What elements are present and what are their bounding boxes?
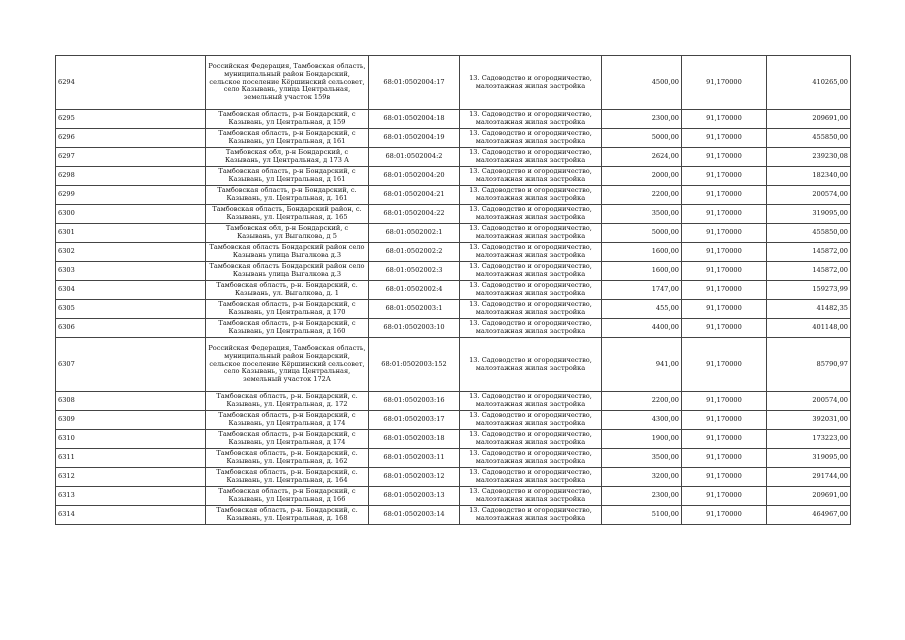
table-row [56,487,851,506]
address-cell: Тамбовская область, р-н Бондарский, с Казывань, ул Центральная, д 161 [206,129,369,148]
address-cell: Тамбовская область Бондарский район село Казывань улица Выгалкова д.3 [206,243,369,262]
row-number-cell: 6313 [56,487,206,506]
specific-value-cell: 91,170000 [682,487,767,506]
specific-value-cell: 91,170000 [682,338,767,392]
cadastral-number-cell: 68:01:0502002:3 [369,262,460,281]
cadastral-value-cell: 173223,00 [767,430,851,449]
cadastral-value-cell: 291744,00 [767,468,851,487]
specific-value-cell: 91,170000 [682,186,767,205]
land-use-type-cell: 13. Садоводство и огородничество, малоэтажная жилая застройка [460,56,602,110]
table-row [56,243,851,262]
table-row [56,411,851,430]
address-cell: Тамбовская область, р-н Бондарский, с Казывань, ул Центральная, д 174 [206,430,369,449]
area-value-cell: 1747,00 [602,281,682,300]
table-row [56,148,851,167]
specific-value-cell: 91,170000 [682,411,767,430]
row-number-cell: 6305 [56,300,206,319]
cadastral-value-cell: 239230,08 [767,148,851,167]
land-use-type-cell: 13. Садоводство и огородничество, малоэтажная жилая застройка [460,468,602,487]
area-value-cell: 2300,00 [602,487,682,506]
address-cell: Российская Федерация, Тамбовская область, муниципальный район Бондарский, сельское поселение Кёршинский сельсовет, село Казывань, улица Центральная, земельный участок 159в [206,56,369,110]
specific-value-cell: 91,170000 [682,319,767,338]
cadastral-number-cell: 68:01:0502003:11 [369,449,460,468]
table-row [56,56,851,110]
row-number-cell: 6297 [56,148,206,167]
row-number-cell: 6301 [56,224,206,243]
cadastral-value-cell: 319095,00 [767,205,851,224]
table-row [56,468,851,487]
area-value-cell: 2300,00 [602,110,682,129]
area-value-cell: 2200,00 [602,186,682,205]
cadastral-number-cell: 68:01:0502004:22 [369,205,460,224]
land-use-type-cell: 13. Садоводство и огородничество, малоэтажная жилая застройка [460,186,602,205]
cadastral-value-cell: 41482,35 [767,300,851,319]
row-number-cell: 6304 [56,281,206,300]
cadastral-value-cell: 145872,00 [767,243,851,262]
land-use-type-cell: 13. Садоводство и огородничество, малоэтажная жилая застройка [460,411,602,430]
land-use-type-cell: 13. Садоводство и огородничество, малоэтажная жилая застройка [460,487,602,506]
table-row [56,205,851,224]
land-use-type-cell: 13. Садоводство и огородничество, малоэтажная жилая застройка [460,129,602,148]
land-use-type-cell: 13. Садоводство и огородничество, малоэтажная жилая застройка [460,506,602,525]
land-use-type-cell: 13. Садоводство и огородничество, малоэтажная жилая застройка [460,243,602,262]
row-number-cell: 6299 [56,186,206,205]
table-row [56,449,851,468]
table-row [56,300,851,319]
area-value-cell: 3500,00 [602,449,682,468]
area-value-cell: 1600,00 [602,243,682,262]
cadastral-value-cell: 200574,00 [767,392,851,411]
specific-value-cell: 91,170000 [682,56,767,110]
row-number-cell: 6307 [56,338,206,392]
cadastral-value-cell: 410265,00 [767,56,851,110]
land-use-type-cell: 13. Садоводство и огородничество, малоэтажная жилая застройка [460,148,602,167]
table-body [56,56,851,525]
land-use-type-cell: 13. Садоводство и огородничество, малоэтажная жилая застройка [460,338,602,392]
area-value-cell: 5100,00 [602,506,682,525]
row-number-cell: 6311 [56,449,206,468]
address-cell: Тамбовская область, р-н Бондарский, с Казывань, ул Центральная, д 170 [206,300,369,319]
table-row [56,224,851,243]
address-cell: Тамбовская область, р-н. Бондарский, с. Казывань, ул. Центральная, д. 168 [206,506,369,525]
land-use-type-cell: 13. Садоводство и огородничество, малоэтажная жилая застройка [460,205,602,224]
cadastral-value-cell: 392031,00 [767,411,851,430]
area-value-cell: 4300,00 [602,411,682,430]
table-row [56,129,851,148]
cadastral-value-cell: 464967,00 [767,506,851,525]
specific-value-cell: 91,170000 [682,506,767,525]
cadastral-number-cell: 68:01:0502002:2 [369,243,460,262]
land-use-type-cell: 13. Садоводство и огородничество, малоэтажная жилая застройка [460,430,602,449]
address-cell: Тамбовская область, р-н Бондарский, с Казывань, ул Центральная, д 174 [206,411,369,430]
specific-value-cell: 91,170000 [682,243,767,262]
area-value-cell: 455,00 [602,300,682,319]
land-use-type-cell: 13. Садоводство и огородничество, малоэтажная жилая застройка [460,392,602,411]
address-cell: Тамбовская область, р-н. Бондарский, с. Казывань, ул. Центральная, д. 172 [206,392,369,411]
cadastral-number-cell: 68:01:0502003:16 [369,392,460,411]
row-number-cell: 6314 [56,506,206,525]
row-number-cell: 6294 [56,56,206,110]
specific-value-cell: 91,170000 [682,468,767,487]
row-number-cell: 6298 [56,167,206,186]
area-value-cell: 5000,00 [602,224,682,243]
address-cell: Тамбовская область, р-н Бондарский, с Казывань, ул Центральная, д 159 [206,110,369,129]
address-cell: Тамбовская область, р-н Бондарский, с Казывань, ул Центральная, д 160 [206,319,369,338]
cadastral-value-cell: 401148,00 [767,319,851,338]
row-number-cell: 6308 [56,392,206,411]
cadastral-value-cell: 200574,00 [767,186,851,205]
land-use-type-cell: 13. Садоводство и огородничество, малоэтажная жилая застройка [460,224,602,243]
cadastral-number-cell: 68:01:0502004:19 [369,129,460,148]
specific-value-cell: 91,170000 [682,449,767,468]
area-value-cell: 1600,00 [602,262,682,281]
table-row [56,338,851,392]
table-row [56,186,851,205]
specific-value-cell: 91,170000 [682,148,767,167]
land-use-type-cell: 13. Садоводство и огородничество, малоэтажная жилая застройка [460,262,602,281]
address-cell: Тамбовская обл, р-н Бондарский, с Казывань, ул Выгалкова, д 5 [206,224,369,243]
table-row [56,167,851,186]
cadastral-number-cell: 68:01:0502003:17 [369,411,460,430]
row-number-cell: 6312 [56,468,206,487]
row-number-cell: 6302 [56,243,206,262]
land-valuation-table [55,55,851,525]
specific-value-cell: 91,170000 [682,224,767,243]
address-cell: Тамбовская область, р-н. Бондарский, с. Казывань, ул. Центральная, д. 164 [206,468,369,487]
row-number-cell: 6310 [56,430,206,449]
row-number-cell: 6303 [56,262,206,281]
land-use-type-cell: 13. Садоводство и огородничество, малоэтажная жилая застройка [460,300,602,319]
row-number-cell: 6300 [56,205,206,224]
row-number-cell: 6296 [56,129,206,148]
land-use-type-cell: 13. Садоводство и огородничество, малоэтажная жилая застройка [460,319,602,338]
cadastral-value-cell: 182340,00 [767,167,851,186]
cadastral-number-cell: 68:01:0502003:1 [369,300,460,319]
area-value-cell: 4400,00 [602,319,682,338]
land-use-type-cell: 13. Садоводство и огородничество, малоэтажная жилая застройка [460,167,602,186]
cadastral-number-cell: 68:01:0502004:17 [369,56,460,110]
address-cell: Тамбовская область Бондарский район село Казывань улица Выгалкова д.3 [206,262,369,281]
area-value-cell: 3200,00 [602,468,682,487]
cadastral-number-cell: 68:01:0502002:1 [369,224,460,243]
cadastral-value-cell: 319095,00 [767,449,851,468]
row-number-cell: 6295 [56,110,206,129]
address-cell: Тамбовская область, р-н Бондарский, с Казывань, ул Центральная, д 166 [206,487,369,506]
cadastral-number-cell: 68:01:0502003:12 [369,468,460,487]
table-row [56,392,851,411]
area-value-cell: 2200,00 [602,392,682,411]
cadastral-number-cell: 68:01:0502003:14 [369,506,460,525]
specific-value-cell: 91,170000 [682,392,767,411]
specific-value-cell: 91,170000 [682,110,767,129]
cadastral-value-cell: 209691,00 [767,110,851,129]
cadastral-number-cell: 68:01:0502003:13 [369,487,460,506]
cadastral-number-cell: 68:01:0502003:10 [369,319,460,338]
specific-value-cell: 91,170000 [682,430,767,449]
table-row [56,430,851,449]
cadastral-value-cell: 85790,97 [767,338,851,392]
specific-value-cell: 91,170000 [682,205,767,224]
cadastral-value-cell: 455850,00 [767,129,851,148]
cadastral-number-cell: 68:01:0502004:21 [369,186,460,205]
area-value-cell: 2000,00 [602,167,682,186]
specific-value-cell: 91,170000 [682,300,767,319]
cadastral-value-cell: 145872,00 [767,262,851,281]
area-value-cell: 4500,00 [602,56,682,110]
address-cell: Тамбовская область, р-н. Бондарский, с. Казывань, ул. Выгалкова, д. 1 [206,281,369,300]
specific-value-cell: 91,170000 [682,262,767,281]
table-row [56,110,851,129]
row-number-cell: 6306 [56,319,206,338]
land-use-type-cell: 13. Садоводство и огородничество, малоэтажная жилая застройка [460,449,602,468]
address-cell: Тамбовская область, р-н Бондарский, с. Казывань, ул. Центральная, д. 161 [206,186,369,205]
specific-value-cell: 91,170000 [682,281,767,300]
cadastral-number-cell: 68:01:0502004:20 [369,167,460,186]
address-cell: Российская Федерация, Тамбовская область, муниципальный район Бондарский, сельское поселение Кёршинский сельсовет, село Казывань, улица Центральная, земельный участок 172А [206,338,369,392]
table-row [56,319,851,338]
table-row [56,262,851,281]
area-value-cell: 5000,00 [602,129,682,148]
land-use-type-cell: 13. Садоводство и огородничество, малоэтажная жилая застройка [460,281,602,300]
land-use-type-cell: 13. Садоводство и огородничество, малоэтажная жилая застройка [460,110,602,129]
cadastral-value-cell: 455850,00 [767,224,851,243]
address-cell: Тамбовская обл, р-н Бондарский, с Казывань, ул Центральная, д 173 А [206,148,369,167]
cadastral-value-cell: 159273,99 [767,281,851,300]
cadastral-number-cell: 68:01:0502002:4 [369,281,460,300]
cadastral-value-cell: 209691,00 [767,487,851,506]
row-number-cell: 6309 [56,411,206,430]
address-cell: Тамбовская область, р-н Бондарский, с Казывань, ул Центральная, д 161 [206,167,369,186]
cadastral-number-cell: 68:01:0502003:18 [369,430,460,449]
cadastral-number-cell: 68:01:0502004:2 [369,148,460,167]
table-row [56,506,851,525]
table-row [56,281,851,300]
cadastral-number-cell: 68:01:0502004:18 [369,110,460,129]
area-value-cell: 2624,00 [602,148,682,167]
area-value-cell: 3500,00 [602,205,682,224]
address-cell: Тамбовская область, р-н. Бондарский, с. Казывань, ул. Центральная, д. 162 [206,449,369,468]
specific-value-cell: 91,170000 [682,167,767,186]
area-value-cell: 1900,00 [602,430,682,449]
cadastral-number-cell: 68:01:0502003:152 [369,338,460,392]
address-cell: Тамбовская область, Бондарский район, с. Казывань, ул. Центральная, д. 165 [206,205,369,224]
specific-value-cell: 91,170000 [682,129,767,148]
area-value-cell: 941,00 [602,338,682,392]
